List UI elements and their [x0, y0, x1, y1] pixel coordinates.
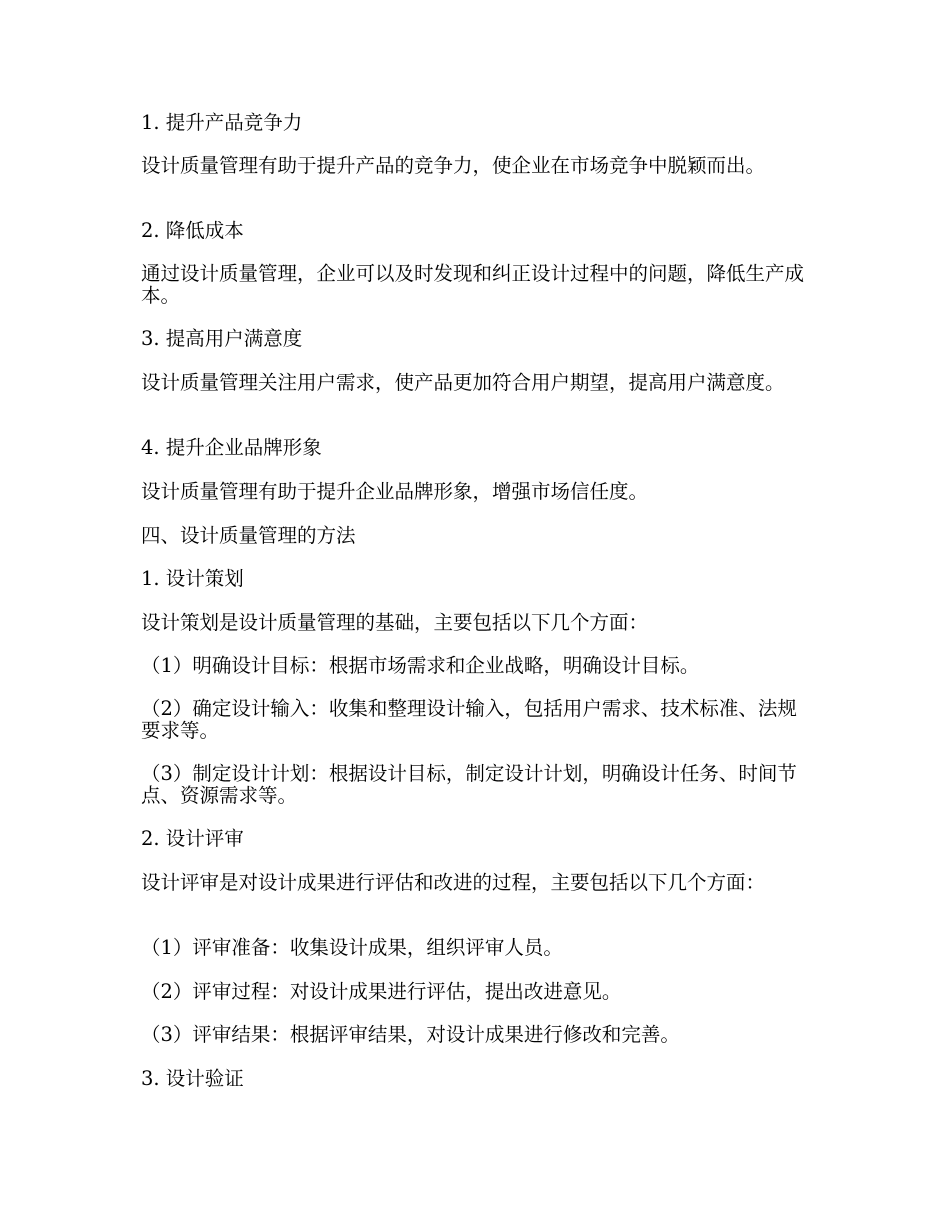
paragraph-design-planning: 设计策划是设计质量管理的基础，主要包括以下几个方面：: [141, 611, 649, 634]
list-item-review-1: （1）评审准备：收集设计成果，组织评审人员。: [141, 936, 563, 959]
heading-design-review: 2. 设计评审: [141, 827, 244, 850]
paragraph-design-review: 设计评审是对设计成果进行评估和改进的过程，主要包括以下几个方面：: [141, 871, 766, 894]
heading-user-satisfaction: 3. 提高用户满意度: [141, 327, 303, 350]
section-heading-methods: 四、设计质量管理的方法: [141, 524, 356, 547]
heading-design-verification: 3. 设计验证: [141, 1067, 244, 1090]
heading-brand-image: 4. 提升企业品牌形象: [141, 436, 322, 459]
list-item-planning-3: （3）制定设计计划：根据设计目标，制定设计计划，明确设计任务、时间节点、资源需求等。: [141, 762, 797, 807]
list-item-planning-2: （2）确定设计输入：收集和整理设计输入，包括用户需求、技术标准、法规要求等。: [141, 697, 797, 742]
paragraph-reduce-cost: 通过设计质量管理，企业可以及时发现和纠正设计过程中的问题，降低生产成本。: [141, 262, 805, 307]
heading-design-planning: 1. 设计策划: [141, 567, 244, 590]
paragraph-user-satisfaction: 设计质量管理关注用户需求，使产品更加符合用户期望，提高用户满意度。: [141, 371, 785, 394]
list-item-review-2: （2）评审过程：对设计成果进行评估，提出改进意见。: [141, 980, 622, 1003]
paragraph-brand-image: 设计质量管理有助于提升企业品牌形象，增强市场信任度。: [141, 480, 649, 503]
heading-reduce-cost: 2. 降低成本: [141, 219, 244, 242]
paragraph-competitiveness: 设计质量管理有助于提升产品的竞争力，使企业在市场竞争中脱颖而出。: [141, 154, 766, 177]
heading-improve-competitiveness: 1. 提升产品竞争力: [141, 111, 303, 134]
list-item-planning-1: （1）明确设计目标：根据市场需求和企业战略，明确设计目标。: [141, 654, 700, 677]
list-item-review-3: （3）评审结果：根据评审结果，对设计成果进行修改和完善。: [141, 1023, 680, 1046]
